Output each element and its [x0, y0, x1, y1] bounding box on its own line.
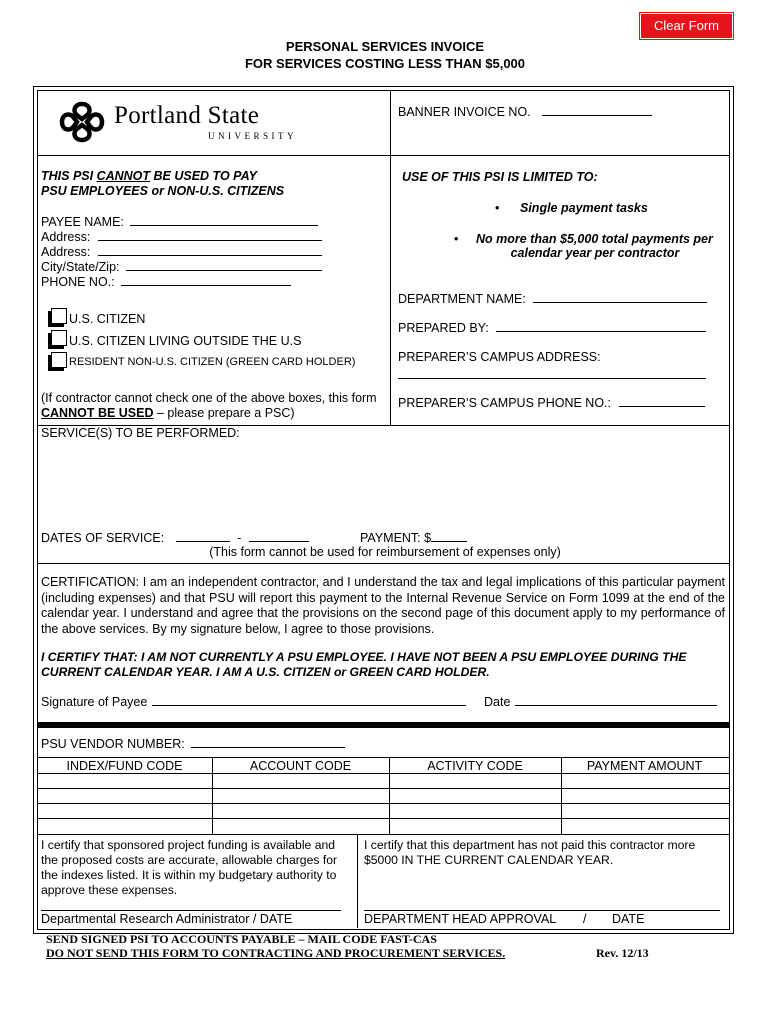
contractor-note-text: – please prepare a PSC) — [153, 406, 295, 420]
preparer-phone-label: PREPARER’S CAMPUS PHONE NO.: — [398, 396, 612, 410]
banner-invoice-field[interactable] — [398, 104, 652, 119]
department-name-line[interactable] — [533, 291, 707, 303]
cityzip-field[interactable] — [41, 259, 322, 274]
sponsored-line: approve these expenses. — [41, 883, 178, 897]
restriction-text: BE USED TO PAY — [150, 169, 258, 183]
logo-name: Portland State — [114, 102, 260, 129]
divider-line — [390, 90, 391, 425]
table-header-index: INDEX/FUND CODE — [66, 759, 183, 773]
table-line — [37, 834, 729, 835]
services-textarea[interactable] — [41, 442, 721, 526]
dates-separator: - — [237, 531, 242, 545]
us-citizen-label: U.S. CITIZEN — [69, 312, 146, 326]
section-separator — [37, 722, 729, 728]
resident-label: RESIDENT NON-U.S. CITIZEN (GREEN CARD HOLDER) — [69, 356, 356, 368]
vendor-line[interactable] — [191, 736, 345, 748]
payee-name-label: PAYEE NAME: — [41, 215, 124, 229]
divider-line — [37, 563, 729, 564]
date-end-line[interactable] — [249, 530, 309, 542]
certification-text: CERTIFICATION: I am an independent contractor, and I understand the tax and legal implications of this particular payment (including expenses) and that PSU will report this payment to the Internal Revenue Service on Form 1099 at the end of the calendar year. I understand and agree that the provisions on the second page of this document apply to my performance of the above services. By my signature below, I agree to those provisions. — [41, 575, 725, 636]
logo-sub: UNIVERSITY — [208, 131, 297, 141]
title-line-2: FOR SERVICES COSTING LESS THAN $5,000 — [244, 56, 526, 71]
table-line — [37, 757, 729, 758]
dates-of-service-field[interactable] — [41, 530, 309, 545]
limited-item-2: No more than $5,000 total payments per — [476, 232, 713, 246]
signature-date-line[interactable] — [515, 694, 717, 706]
psu-logo-mark-icon — [58, 100, 106, 144]
dra-signature-line[interactable] — [41, 910, 341, 911]
signature-date-label: Date — [484, 695, 511, 709]
certify-line-2: CURRENT CALENDAR YEAR. I AM A U.S. CITIZEN or GREEN CARD HOLDER. — [41, 665, 490, 679]
address1-label: Address: — [41, 230, 91, 244]
sponsored-line: the indexes listed. It is within my budgetary authority to — [41, 868, 337, 882]
bullet-icon: • — [454, 232, 459, 246]
vendor-label: PSU VENDOR NUMBER: — [41, 737, 185, 751]
address2-line[interactable] — [98, 244, 322, 256]
phone-line[interactable] — [121, 274, 291, 286]
sponsored-text — [41, 838, 337, 898]
resident-checkbox[interactable] — [51, 352, 67, 368]
table-line — [37, 773, 729, 774]
divider-line — [37, 155, 729, 156]
divider-line — [357, 834, 358, 928]
us-citizen-outside-checkbox[interactable] — [51, 330, 67, 346]
title-line-1: PERSONAL SERVICES INVOICE — [285, 39, 485, 54]
table-header-activity: ACTIVITY CODE — [427, 759, 523, 773]
dept-head-slash: / — [583, 912, 587, 926]
address1-field[interactable] — [41, 229, 322, 244]
certify-line-1: I CERTIFY THAT: I AM NOT CURRENTLY A PSU EMPLOYEE. I HAVE NOT BEEN A PSU EMPLOYEE DURING THE — [41, 650, 687, 664]
table-header-account: ACCOUNT CODE — [249, 759, 352, 773]
services-label: SERVICE(S) TO BE PERFORMED: — [41, 426, 240, 440]
table-line — [37, 803, 729, 804]
table-line — [37, 788, 729, 789]
preparer-phone-line[interactable] — [619, 395, 705, 407]
signature-label: Signature of Payee — [41, 695, 148, 709]
table-line — [37, 818, 729, 819]
psu-logo — [58, 100, 298, 146]
limited-item-3: calendar year per contractor — [510, 246, 680, 260]
phone-field[interactable] — [41, 274, 291, 289]
contractor-note-cannot: CANNOT BE USED — [41, 406, 154, 420]
restriction-line-2: PSU EMPLOYEES or NON-U.S. CITIZENS — [41, 184, 285, 198]
restriction-line-1 — [41, 169, 257, 183]
address1-line[interactable] — [98, 229, 322, 241]
revision: Rev. 12/13 — [596, 946, 649, 960]
dept-paid-line: I certify that this department has not paid this contractor more — [364, 838, 696, 852]
banner-invoice-label: BANNER INVOICE NO. — [398, 105, 531, 119]
address2-field[interactable] — [41, 244, 322, 259]
preparer-address-label: PREPARER’S CAMPUS ADDRESS: — [398, 350, 601, 364]
prepared-by-line[interactable] — [496, 320, 706, 332]
cityzip-line[interactable] — [126, 259, 322, 271]
prepared-by-field[interactable] — [398, 320, 706, 335]
dept-head-signature-line[interactable] — [364, 910, 720, 911]
vendor-number-field[interactable] — [41, 736, 345, 751]
payment-field[interactable] — [360, 530, 467, 545]
department-name-label: DEPARTMENT NAME: — [398, 292, 526, 306]
dra-label: Departmental Research Administrator / DATE — [41, 912, 293, 926]
signature-line[interactable] — [152, 694, 466, 706]
dept-head-label: DEPARTMENT HEAD APPROVAL — [364, 912, 557, 926]
sponsored-line: the proposed costs are accurate, allowable charges for — [41, 853, 338, 867]
reimbursement-note: (This form cannot be used for reimbursement of expenses only) — [209, 545, 561, 559]
contractor-note-2 — [41, 406, 295, 420]
dates-label: DATES OF SERVICE: — [41, 531, 165, 545]
prepared-by-label: PREPARED BY: — [398, 321, 489, 335]
sponsored-line: I certify that sponsored project funding is available and — [41, 838, 336, 852]
cityzip-label: City/State/Zip: — [41, 260, 120, 274]
restriction-cannot: CANNOT — [96, 169, 151, 183]
department-name-field[interactable] — [398, 291, 707, 306]
signature-field[interactable] — [41, 694, 466, 709]
us-citizen-outside-label: U.S. CITIZEN LIVING OUTSIDE THE U.S — [69, 334, 302, 348]
restriction-text: THIS PSI — [41, 169, 97, 183]
footer-line-1: SEND SIGNED PSI TO ACCOUNTS PAYABLE – MAIL CODE FAST-CAS — [46, 932, 437, 946]
address2-label: Address: — [41, 245, 91, 259]
preparer-phone-field[interactable] — [398, 395, 705, 410]
limited-heading: USE OF THIS PSI IS LIMITED TO: — [402, 170, 598, 184]
us-citizen-checkbox[interactable] — [51, 308, 67, 324]
dept-paid-line: $5000 IN THE CURRENT CALENDAR YEAR. — [364, 853, 614, 867]
payee-name-line[interactable] — [130, 214, 318, 226]
limited-item-1: Single payment tasks — [520, 201, 648, 215]
clear-form-button[interactable]: Clear Form — [640, 13, 733, 39]
footer-line-2: DO NOT SEND THIS FORM TO CONTRACTING AND PROCUREMENT SERVICES. — [46, 946, 506, 960]
payment-label: PAYMENT: $ — [360, 531, 432, 545]
dept-paid-text — [364, 838, 695, 868]
banner-invoice-line[interactable] — [542, 104, 652, 116]
table-header-payment: PAYMENT AMOUNT — [586, 759, 703, 773]
bullet-icon: • — [495, 201, 500, 215]
dept-head-date-label: DATE — [612, 912, 645, 926]
phone-label: PHONE NO.: — [41, 275, 115, 289]
payee-name-field[interactable] — [41, 214, 318, 229]
signature-date-field[interactable] — [484, 694, 717, 709]
date-start-line[interactable] — [176, 530, 230, 542]
contractor-note-1: (If contractor cannot check one of the above boxes, this form — [41, 391, 377, 405]
preparer-address-line[interactable] — [398, 378, 706, 379]
payment-line[interactable] — [431, 530, 467, 542]
